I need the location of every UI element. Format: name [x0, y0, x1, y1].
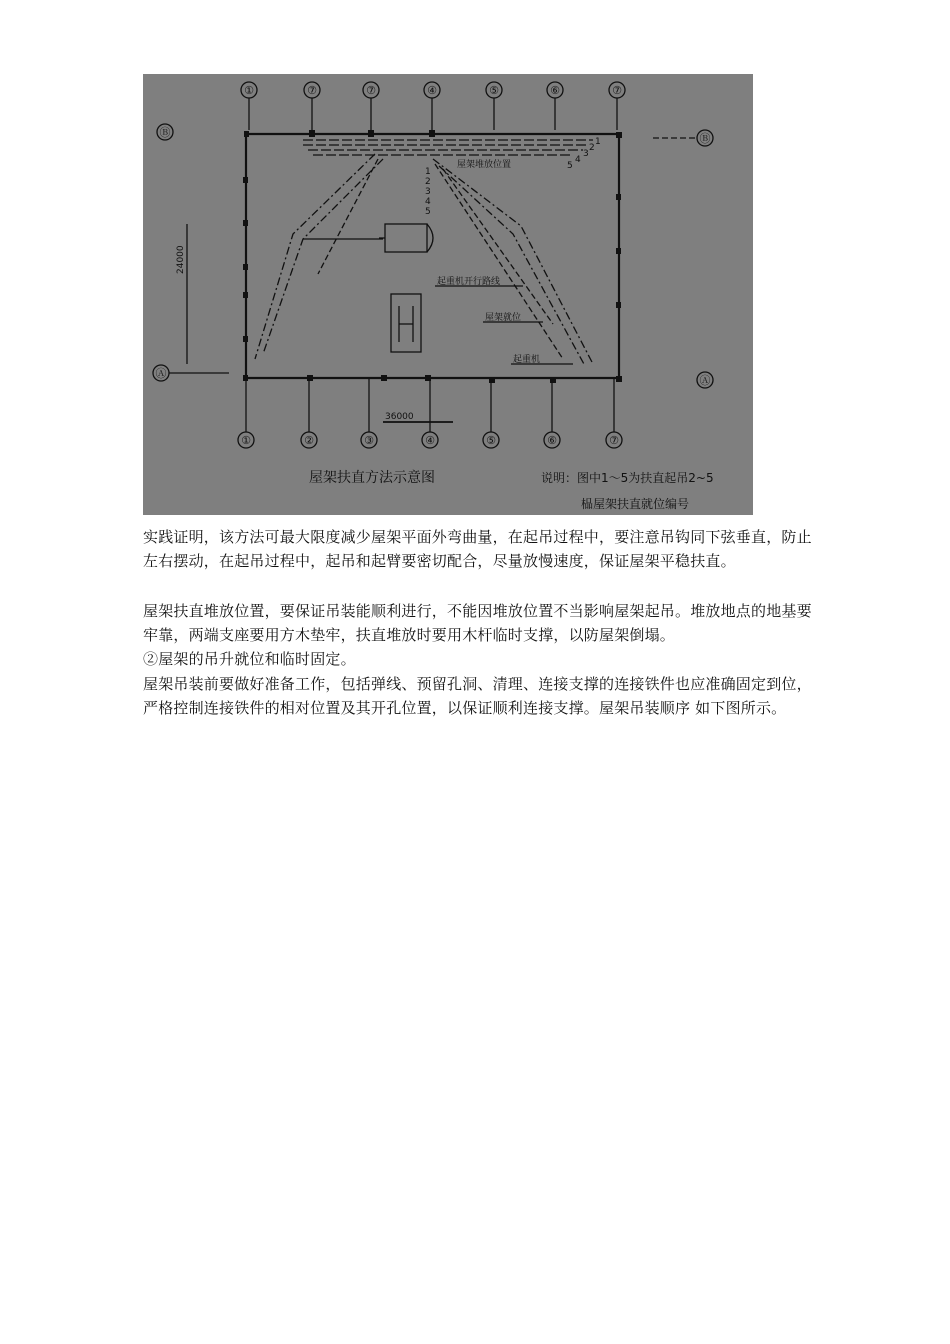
figure-note-line2: 榀屋架扶直就位编号 [581, 497, 690, 511]
stack-number-4: 4 [575, 155, 581, 165]
grid-label-top-6: ⑥ [550, 84, 560, 97]
label-truss-position: 屋架就位 [485, 313, 522, 323]
label-truss-stack: 屋架堆放位置 [457, 160, 512, 170]
grid-label-bottom-2: ② [304, 434, 314, 447]
lift-number-3: 3 [425, 187, 431, 197]
stack-number-1: 1 [595, 137, 601, 147]
lift-number-1: 1 [425, 167, 431, 177]
grid-label-right-a: Ⓐ [699, 374, 711, 387]
lift-number-5: 5 [425, 207, 431, 217]
dim-vertical: 24000 [176, 245, 186, 274]
figure-caption: 屋架扶直方法示意图 [309, 470, 435, 486]
grid-label-bottom-4: ④ [425, 434, 435, 447]
grid-label-left-b: Ⓑ [159, 126, 171, 139]
paragraph-1: 实践证明，该方法可最大限度减少屋架平面外弯曲量，在起吊过程中，要注意吊钩同下弦垂直，防止左右摆动，在起吊过程中，起吊和起臂要密切配合，尽量放慢速度，保证屋架平稳扶直。 [143, 528, 812, 570]
stack-number-2: 2 [589, 143, 595, 153]
grid-label-bottom-6: ⑥ [547, 434, 557, 447]
stack-number-3: 3 [583, 149, 589, 159]
paragraph-2: 屋架扶直堆放位置，要保证吊装能顺利进行，不能因堆放位置不当影响屋架起吊。堆放地点的地基要牢靠，两端支座要用方木垫牢，扶直堆放时要用木杆临时支撑，以防屋架倒塌。 [143, 602, 812, 644]
grid-label-top-1: ① [244, 84, 254, 97]
label-crane-path: 起重机开行路线 [437, 277, 501, 287]
label-crane: 起重机 [513, 355, 541, 365]
grid-label-right-b: Ⓑ [699, 132, 711, 145]
grid-label-top-7: ⑦ [612, 84, 622, 97]
grid-label-top-4: ④ [427, 84, 437, 97]
figure-note-line1: 说明：图中1～5为扶直起吊2~5 [541, 471, 714, 485]
paragraph-4: 屋架吊装前要做好准备工作，包括弹线、预留孔洞、清理、连接支撑的连接铁件也应准确固定到位，严格控制连接铁件的相对位置及其开孔位置，以保证顺利连接支撑。屋架吊装顺序 如下图所示。 [143, 675, 812, 717]
stack-number-5: 5 [567, 161, 573, 171]
grid-label-top-3: ⑦ [366, 84, 376, 97]
grid-label-bottom-3: ③ [364, 434, 374, 447]
dim-horizontal: 36000 [385, 412, 414, 422]
grid-label-bottom-5: ⑤ [486, 434, 496, 447]
grid-label-top-2: ⑦ [307, 84, 317, 97]
lift-number-4: 4 [425, 197, 431, 207]
grid-label-left-a: Ⓐ [155, 367, 167, 380]
grid-label-top-5: ⑤ [489, 84, 499, 97]
lift-number-2: 2 [425, 177, 431, 187]
grid-label-bottom-1: ① [241, 434, 251, 447]
paragraph-3: ②屋架的吊升就位和临时固定。 [143, 650, 356, 668]
grid-label-bottom-7: ⑦ [609, 434, 619, 447]
roof-truss-diagram [143, 74, 753, 515]
